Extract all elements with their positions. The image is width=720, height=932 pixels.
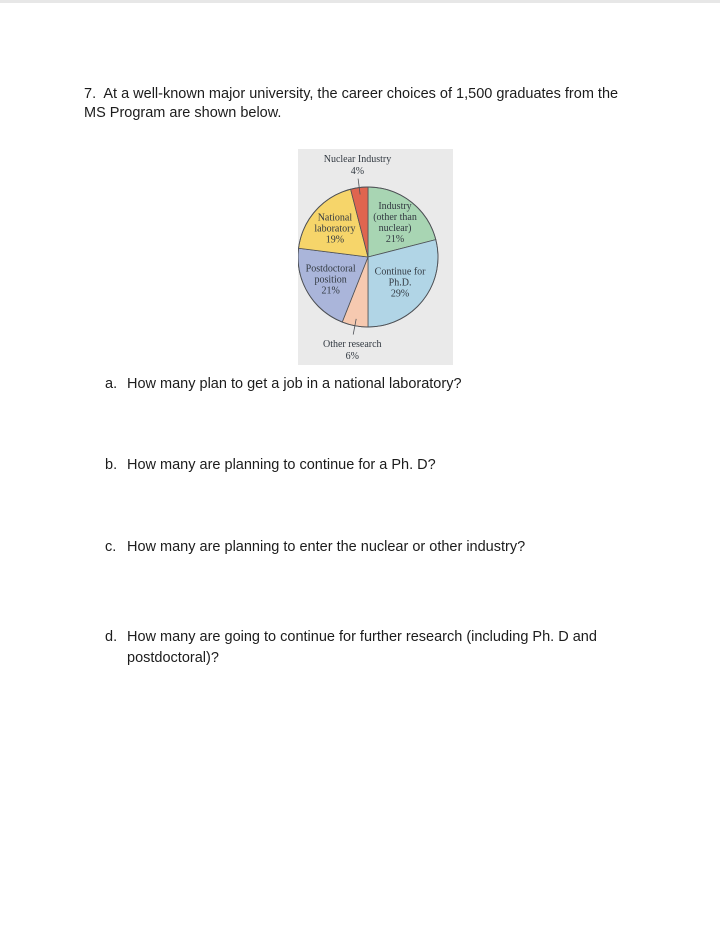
pie-chart-figure	[298, 149, 453, 365]
pie-slice-label: position	[314, 274, 347, 286]
sub-question-c	[105, 537, 605, 558]
item-letter: d.	[105, 629, 118, 645]
pie-slice-label: 29%	[390, 288, 410, 300]
pie-slice-label: 6%	[345, 351, 359, 362]
pie-slice-label: nuclear)	[378, 223, 412, 235]
pie-slice-label: National	[317, 212, 353, 224]
item-line: How many plan to get a job in a national laboratory?	[127, 376, 462, 392]
sub-question-a	[105, 374, 605, 395]
pie-slice-label: Ph.D.	[388, 277, 412, 289]
pie-slice-label: 4%	[350, 166, 365, 177]
item-text	[127, 374, 462, 395]
item-letter: a.	[105, 376, 118, 392]
question-line: MS Program are shown below.	[84, 105, 282, 121]
pie-slice-label: Industry	[378, 201, 412, 213]
pie-slice-label: 19%	[325, 234, 345, 246]
item-text	[127, 537, 525, 558]
question-text	[84, 85, 664, 123]
pie-slice-label: Other research	[322, 339, 382, 350]
item-letter: b.	[105, 457, 118, 473]
pie-slice-label: (other than	[373, 212, 417, 224]
pie-slice-label: Nuclear Industry	[323, 154, 392, 165]
pie-slice-label: 21%	[321, 285, 340, 297]
item-text	[127, 455, 436, 476]
item-letter: c.	[105, 539, 117, 555]
item-line: How many are planning to enter the nuclear or other industry?	[127, 539, 526, 555]
pie-slice-label: Continue for	[374, 266, 426, 278]
item-line: postdoctoral)?	[127, 650, 219, 666]
pie-chart	[298, 149, 453, 365]
item-text	[127, 627, 597, 669]
scan-edge-strip	[0, 0, 720, 3]
sub-question-d	[105, 627, 605, 669]
pie-slice-label: 21%	[385, 234, 405, 246]
pie-slice-label: Postdoctoral	[305, 263, 356, 275]
pie-slice-label: laboratory	[314, 223, 356, 235]
sub-question-b	[105, 455, 605, 476]
item-line: How many are planning to continue for a Ph. D?	[127, 457, 436, 473]
item-line: How many are going to continue for further research (including Ph. D and	[127, 629, 597, 645]
question-line: 7. At a well-known major university, the career choices of 1,500 graduates from the	[84, 86, 619, 102]
